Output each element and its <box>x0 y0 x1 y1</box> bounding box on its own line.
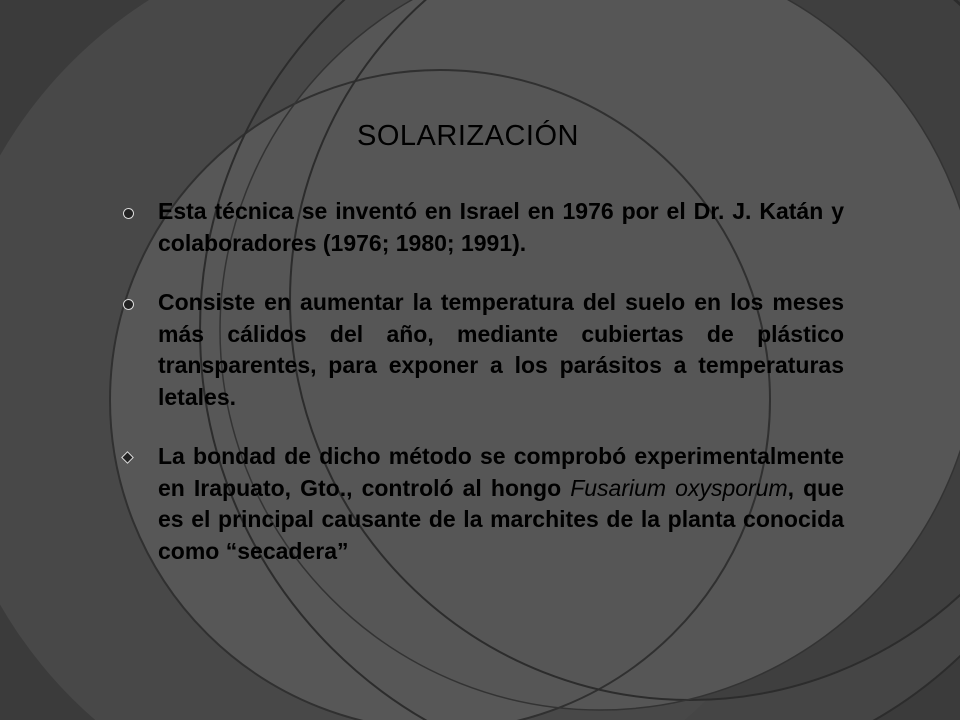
bullet-list <box>118 196 844 595</box>
round-bullet-icon <box>124 209 133 218</box>
bullet-text-part: , que es el principal causante de la marchites de la planta conocida como “secadera” <box>158 474 844 564</box>
bullet-item <box>118 196 844 259</box>
diamond-bullet-icon <box>123 453 133 463</box>
bullet-text: Esta técnica se inventó en Israel en 1976 por el Dr. J. Katán y colaboradores (1976; 1980; 1991). <box>158 198 844 256</box>
bullet-text <box>158 441 844 567</box>
bullet-item <box>118 287 844 413</box>
bullet-text: Consiste en aumentar la temperatura del suelo en los meses más cálidos del año, mediante cubiertas de plástico transparentes, para exponer a los parásitos a temperaturas letales. <box>158 289 844 410</box>
bullet-text-part: La bondad de dicho método se comprobó experimentalmente en Irapuato, Gto., controló al hongo <box>158 443 844 501</box>
species-name: Fusarium oxysporum <box>570 474 788 501</box>
bullet-item <box>118 441 844 567</box>
slide-title: SOLARIZACIÓN <box>357 120 579 152</box>
round-bullet-icon <box>124 300 133 309</box>
